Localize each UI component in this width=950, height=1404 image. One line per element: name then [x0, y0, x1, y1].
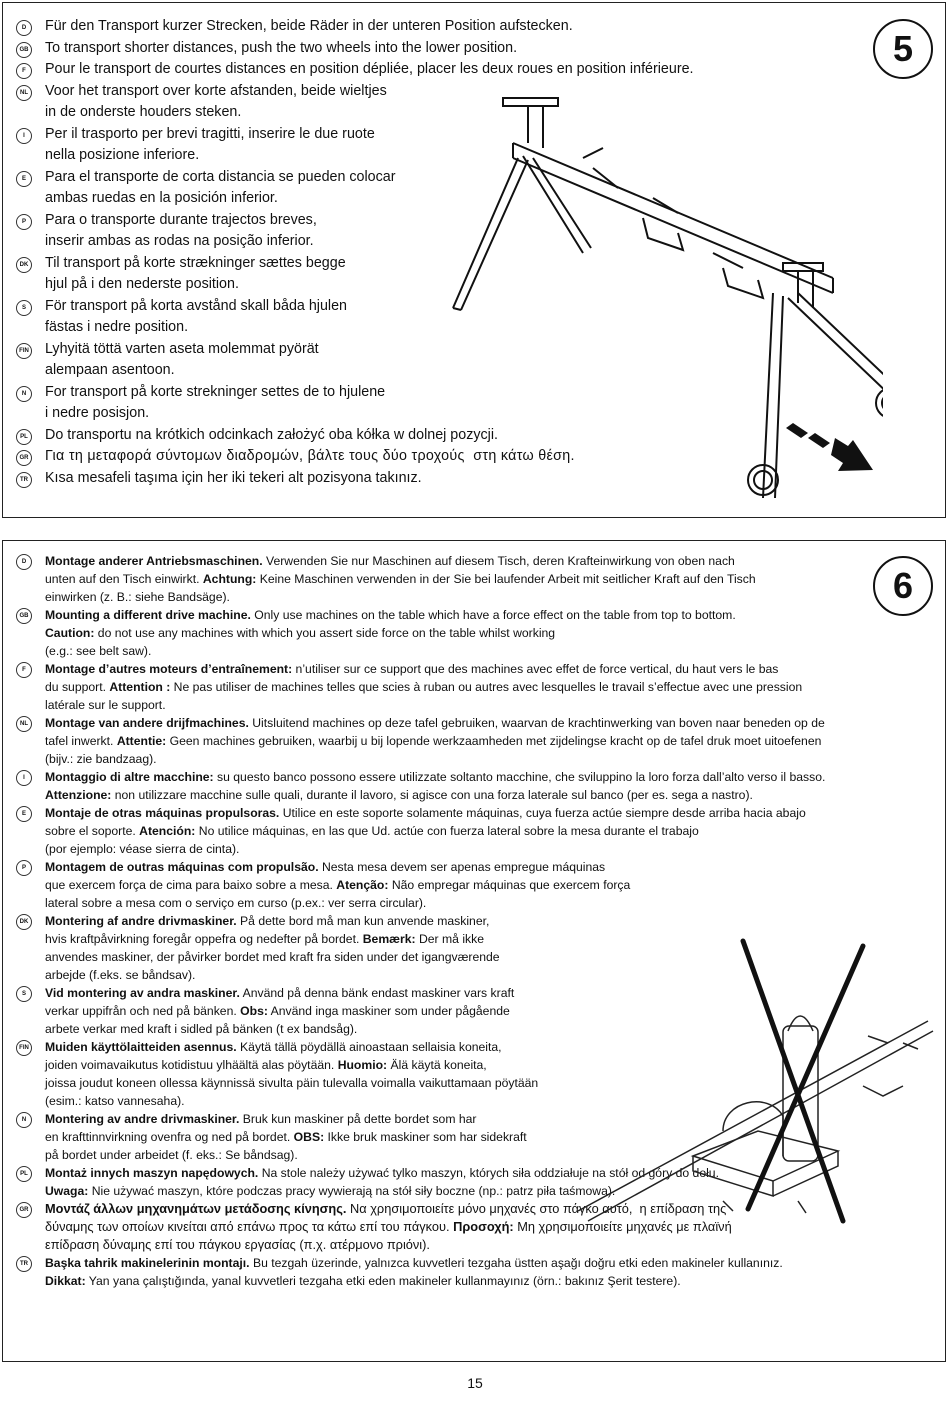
bold-heading-text: Montaje de otras máquinas propulsoras.: [45, 806, 280, 820]
language-flag-gb: GB: [16, 42, 32, 58]
language-flag-tr: TR: [16, 472, 32, 488]
language-flag-gr: GR: [16, 450, 32, 466]
language-flag-s: S: [16, 300, 32, 316]
body-text: No utilice máquinas, en las que Ud. actúe con fuerza lateral sobre la mesa durante el trabajo: [195, 824, 699, 838]
bold-heading-text: Bemærk:: [362, 932, 416, 946]
language-flag-s: S: [16, 986, 32, 1002]
instruction-line: Für den Transport kurzer Strecken, beide Räder in der unteren Position aufstecken.: [45, 18, 573, 34]
body-text: Använd inga maskiner som under pågående: [267, 1004, 510, 1018]
step-number-6: 6: [873, 556, 933, 616]
bold-heading-text: Uwaga:: [45, 1184, 89, 1198]
bold-heading-text: OBS:: [293, 1130, 325, 1144]
bold-heading-text: Attention :: [109, 680, 171, 694]
body-text: su questo banco possono essere utilizzate soltanto macchine, che sviluppino la loro forza dall’alto verso il basso.: [213, 770, 826, 784]
language-flag-f: F: [16, 662, 32, 678]
instruction-line: [45, 1272, 681, 1290]
transport-stand-illustration: [443, 88, 883, 508]
body-text: latérale sur le support.: [45, 698, 166, 712]
bold-heading-text: Attentie:: [116, 734, 167, 748]
language-flag-dk: DK: [16, 257, 32, 273]
instruction-line: [45, 552, 735, 570]
body-text: (por ejemplo: véase sierra de cinta).: [45, 842, 240, 856]
body-text: Ikke bruk maskiner som har sidekraft: [324, 1130, 527, 1144]
instruction-line: To transport shorter distances, push the two wheels into the lower position.: [45, 39, 518, 56]
body-text: Älä käytä koneita,: [387, 1058, 487, 1072]
instruction-line: [45, 804, 806, 822]
body-text: en krafttinnvirkning ovenfra og ned på bordet.: [45, 1130, 294, 1144]
crossed-out-bandsaw-illustration: [558, 931, 943, 1231]
body-text: Nesta mesa devem ser apenas empregue máquinas: [318, 860, 606, 874]
language-flag-fin: FIN: [16, 343, 32, 359]
bold-heading-text: Caution:: [45, 626, 95, 640]
bold-heading-text: Muiden käyttölaitteiden asennus.: [45, 1040, 237, 1054]
body-text: Yan yana çalıştığında, yanal kuvvetleri tezgaha etki eden makineler kullanmayınız (örn.: bakınız Şerit testere).: [85, 1274, 681, 1288]
bold-heading-text: Montaggio di altre macchine:: [45, 770, 214, 784]
language-flag-f: F: [16, 63, 32, 79]
instruction-line: [45, 642, 151, 660]
instruction-line: För transport på korta avstånd skall båda hjulen: [45, 297, 347, 314]
instruction-line: [45, 1002, 510, 1020]
language-flag-dk: DK: [16, 914, 32, 930]
bold-heading-text: Montagem de outras máquinas com propulsão.: [45, 860, 319, 874]
instruction-line: fästas i nedre position.: [45, 319, 189, 335]
body-text: non utilizzare macchine sulle quali, durante il lavoro, si agisce con una forza laterale sul banco (per es. sega a nastro).: [111, 788, 753, 802]
bold-heading-text: Montaż innych maszyn napędowych.: [45, 1166, 259, 1180]
bold-heading-text: Attenzione:: [45, 788, 112, 802]
body-text: Μη χρησιμοποιείτε μηχανές με πλαϊνή: [513, 1219, 732, 1234]
instruction-line: [45, 768, 825, 786]
instruction-line: [45, 948, 500, 966]
instruction-line: [45, 1110, 477, 1128]
bold-heading-text: Atención:: [139, 824, 196, 838]
instruction-line: [45, 858, 605, 876]
instruction-line: [45, 588, 230, 606]
bold-heading-text: Başka tahrik makinelerinin montajı.: [45, 1256, 250, 1270]
body-text: Na stole należy używać tylko maszyn, których siła oddziałuje na stół od góry do dołu.: [258, 1166, 719, 1180]
instruction-line: [45, 912, 489, 930]
body-text: arbete verkar med kraft i sidled på bänken (t ex bandsåg).: [45, 1022, 358, 1036]
body-text: Käytä tällä pöydällä ainoastaan sellaisia koneita,: [236, 1040, 502, 1054]
instruction-line: For transport på korte strekninger settes de to hjulene: [45, 383, 386, 400]
language-flag-nl: NL: [16, 85, 32, 101]
language-flag-nl: NL: [16, 716, 32, 732]
body-text: (e.g.: see belt saw).: [45, 644, 152, 658]
instruction-line: [45, 570, 756, 588]
instruction-line: Til transport på korte strækninger sættes begge: [45, 254, 346, 271]
instruction-line: Para el transporte de corta distancia se pueden colocar: [45, 168, 396, 185]
instruction-line: [45, 624, 555, 642]
step-number-5: 5: [873, 19, 933, 79]
instruction-line: [45, 606, 736, 624]
body-text: Bu tezgah üzerinde, yalnızca kuvvetleri tezgaha üstten aşağı doğru etki eden makineler kullanınız.: [249, 1256, 783, 1270]
instruction-line: nella posizione inferiore.: [45, 147, 200, 163]
body-text: que exercem força de cima para baixo sobre a mesa.: [45, 878, 337, 892]
body-text: anvendes maskiner, der påvirker bordet med kraft fra siden under det igangværende: [45, 950, 500, 964]
instruction-line: [45, 840, 239, 858]
body-text: joissa joudut koneen ollessa käynnissä sivulta päin tulevalla voimalla vaikuttamaan pöytään: [45, 1076, 539, 1090]
instruction-line: [45, 1020, 357, 1038]
body-text: Använd på denna bänk endast maskiner vars kraft: [239, 986, 515, 1000]
bold-heading-text: Montage van andere drijfmachines.: [45, 716, 249, 730]
instruction-line: i nedre posisjon.: [45, 405, 150, 421]
body-text: Utilice en este soporte solamente máquinas, cuya fuerza actúe siempre desde arriba hacia abajo: [279, 806, 806, 820]
language-flag-e: E: [16, 806, 32, 822]
instruction-line: [45, 732, 821, 750]
instruction-line: [45, 1182, 615, 1200]
bold-heading-text: Dikkat:: [45, 1274, 86, 1288]
body-text: Nie używać maszyn, które podczas pracy wywierają na stół siły boczne (np.: patrz piła taśmowa).: [88, 1184, 616, 1198]
body-text: Keine Maschinen verwenden in der Sie bei laufender Arbeit mit seitlicher Kraft auf den Tisch: [256, 572, 756, 586]
instruction-line: [45, 1128, 527, 1146]
body-text: lateral sobre a mesa com o serviço em curso (p.ex.: ver serra circular).: [45, 896, 427, 910]
instruction-line: [45, 750, 157, 768]
language-flag-pl: PL: [16, 1166, 32, 1182]
language-flag-i: I: [16, 128, 32, 144]
body-text: επίδραση δύναμης επί του πάγκου εργασίας (π.χ. ατέρμονο πριόνι).: [45, 1237, 430, 1252]
body-text: (esim.: katso vannesaha).: [45, 1094, 185, 1108]
body-text: Der må ikke: [415, 932, 484, 946]
body-text: n’utiliser sur ce support que des machines avec effet de force vertical, du haut vers le bas: [292, 662, 779, 676]
body-text: Only use machines on the table which have a force effect on the table from top to bottom.: [250, 608, 736, 622]
body-text: sobre el soporte.: [45, 824, 140, 838]
language-flag-p: P: [16, 214, 32, 230]
body-text: Geen machines gebruiken, waarbij u bij lopende werkzaamheden met zijdelingse kracht op de tafel druk moet uitoefenen: [166, 734, 822, 748]
bold-heading-text: Atenção:: [336, 878, 389, 892]
instruction-line: [45, 1074, 538, 1092]
body-text: du support.: [45, 680, 110, 694]
body-text: δύναμης των οποίων κινείται από επάνω προς τα κάτω επί του πάγκου.: [45, 1219, 454, 1234]
body-text: do not use any machines with which you assert side force on the table whilst working: [94, 626, 556, 640]
instruction-line: Για τη μεταφορά σύντομων διαδρομών, βάλτε τους δύο τροχούς στη κάτω θέση.: [45, 448, 575, 464]
language-flag-n: N: [16, 1112, 32, 1128]
bold-heading-text: Montage anderer Antriebsmaschinen.: [45, 554, 263, 568]
language-flag-e: E: [16, 171, 32, 187]
bold-heading-text: Προσοχή:: [453, 1219, 514, 1234]
language-flag-n: N: [16, 386, 32, 402]
body-text: Ne pas utiliser de machines telles que scies à ruban ou autres avec lesquelles le travail s’effectue avec une pression: [170, 680, 803, 694]
body-text: einwirken (z. B.: siehe Bandsäge).: [45, 590, 230, 604]
instruction-line: Voor het transport over korte afstanden, beide wieltjes: [45, 82, 387, 99]
body-text: arbejde (f.eks. se båndsav).: [45, 968, 196, 982]
language-flag-p: P: [16, 860, 32, 876]
body-text: Verwenden Sie nur Maschinen auf diesem Tisch, deren Krafteinwirkung von oben nach: [262, 554, 735, 568]
instruction-line: hjul på i den nederste position.: [45, 276, 239, 292]
body-text: Να χρησιμοποιείτε μόνο μηχανές στο πάγκο αυτό, η επίδραση της: [346, 1201, 727, 1216]
language-flag-gr: GR: [16, 1202, 32, 1218]
language-flag-pl: PL: [16, 429, 32, 445]
language-flag-tr: TR: [16, 1256, 32, 1272]
bold-heading-text: Achtung:: [202, 572, 257, 586]
instruction-line: Lyhyitä töttä varten aseta molemmat pyörät: [45, 340, 319, 357]
bold-heading-text: Obs:: [240, 1004, 268, 1018]
instruction-line: Do transportu na krótkich odcinkach założyć oba kółka w dolnej pozycji.: [45, 426, 498, 443]
instruction-line: [45, 1146, 298, 1164]
body-text: på bordet under arbeidet (f. eks.: Se båndsag).: [45, 1148, 298, 1162]
body-text: (bijv.: zie bandzaag).: [45, 752, 157, 766]
instruction-line: [45, 822, 699, 840]
language-flag-d: D: [16, 20, 32, 36]
instruction-line: [45, 1254, 783, 1272]
instruction-line: [45, 930, 484, 948]
language-flag-gb: GB: [16, 608, 32, 624]
bold-heading-text: Montering av andre drivmaskiner.: [45, 1112, 240, 1126]
language-flag-i: I: [16, 770, 32, 786]
instruction-line: [45, 696, 166, 714]
instruction-line: [45, 1236, 430, 1254]
instruction-line: inserir ambas as rodas na posição inferior.: [45, 233, 314, 249]
language-flag-fin: FIN: [16, 1040, 32, 1056]
instruction-line: in de onderste houders steken.: [45, 104, 242, 120]
instruction-line: ambas ruedas en la posición inferior.: [45, 190, 278, 206]
section-6: [2, 540, 946, 1362]
instruction-line: [45, 786, 753, 804]
instruction-line: [45, 1056, 487, 1074]
body-text: hvis kraftpåvirkning foregår oppefra og nedefter på bordet.: [45, 932, 363, 946]
instruction-line: [45, 894, 426, 912]
bold-heading-text: Mounting a different drive machine.: [45, 608, 251, 622]
body-text: joiden voimavaikutus kotidistuu ylhäältä alas pöytään.: [45, 1058, 338, 1072]
body-text: Uitsluitend machines op deze tafel gebruiken, waarvan de krachtinwerking van boven naar beneden op de: [248, 716, 825, 730]
body-text: verkar uppifrån och ned på bänken.: [45, 1004, 241, 1018]
instruction-line: [45, 1038, 502, 1056]
instruction-line: Para o transporte durante trajectos breves,: [45, 211, 317, 228]
body-text: tafel inwerkt.: [45, 734, 117, 748]
body-text: unten auf den Tisch einwirkt.: [45, 572, 203, 586]
bold-heading-text: Μοντάζ άλλων μηχανημάτων μετάδοσης κίνησης.: [45, 1201, 347, 1216]
bold-heading-text: Montering af andre drivmaskiner.: [45, 914, 237, 928]
instruction-line: [45, 966, 195, 984]
bold-heading-text: Vid montering av andra maskiner.: [45, 986, 240, 1000]
instruction-line: [45, 714, 825, 732]
instruction-line: alempaan asentoon.: [45, 362, 175, 378]
instruction-line: [45, 984, 514, 1002]
bold-heading-text: Huomio:: [337, 1058, 388, 1072]
instruction-line: [45, 876, 630, 894]
body-text: På dette bord må man kun anvende maskiner,: [236, 914, 490, 928]
page-number: 15: [467, 1375, 483, 1391]
body-text: Não empregar máquinas que exercem força: [388, 878, 631, 892]
body-text: Bruk kun maskiner på dette bordet som har: [239, 1112, 477, 1126]
instruction-line: Per il trasporto per brevi tragitti, inserire le due ruote: [45, 125, 375, 142]
language-flag-d: D: [16, 554, 32, 570]
section-5: [2, 2, 946, 518]
instruction-line: [45, 1092, 185, 1110]
instruction-line: [45, 678, 802, 696]
instruction-line: Kısa mesafeli taşıma için her iki tekeri alt pozisyona takınız.: [45, 469, 422, 486]
bold-heading-text: Montage d’autres moteurs d’entraînement:: [45, 662, 293, 676]
instruction-line: Pour le transport de courtes distances en position dépliée, placer les deux roues en position inférieure.: [45, 61, 694, 77]
instruction-line: [45, 660, 778, 678]
